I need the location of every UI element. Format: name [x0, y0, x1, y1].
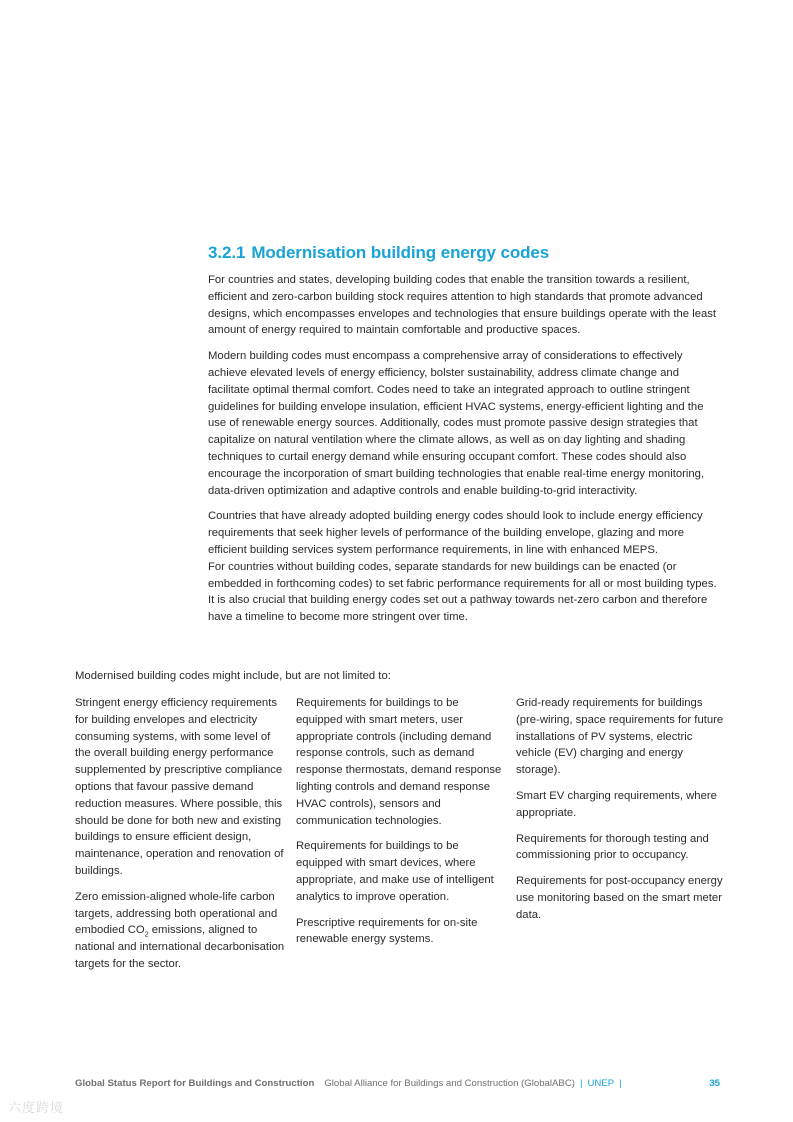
footer-separator: |: [579, 1078, 583, 1089]
list-item: Smart EV charging requirements, where appropriate.: [516, 789, 717, 819]
list-item: Grid-ready requirements for buildings (pre-wiring, space requirements for future installations of PV systems, electric vehicle (EV) charging and energy storage).: [516, 697, 724, 777]
page-number: 35: [709, 1078, 720, 1089]
list-item: Requirements for buildings to be equipped with smart meters, user appropriate controls (including demand response controls, such as demand response thermostats, demand response lighting controls and demand response HVAC controls), sensors and communication technologies.: [296, 697, 502, 827]
paragraph-existing-codes: Countries that have already adopted building energy codes should look to include energy efficiency requirements that seek higher levels of performance of the building envelope, glazing and more efficient building services system performance requirements, in line with enhanced MEPS.: [208, 510, 703, 556]
list-item: Prescriptive requirements for on-site renewable energy systems.: [296, 916, 478, 946]
list-item: Stringent energy efficiency requirements for building envelopes and electricity consuming systems, with some level of the overall building energy performance supplemented by prescriptive compliance options that favour passive demand reduction measures. Where possible, this should be done for both new and existing buildings to ensure efficient design, maintenance, operation and renovation of buildings.: [75, 697, 284, 877]
section-title: Modernisation building energy codes: [251, 243, 550, 262]
list-intro: Modernised building codes might include, but are not limited to:: [75, 670, 391, 682]
list-column-3: [516, 695, 726, 933]
section-number: 3.2.1: [208, 243, 246, 262]
section-heading: [208, 243, 723, 263]
page-footer: [75, 1078, 720, 1089]
footer-separator: |: [619, 1078, 622, 1089]
paragraph-modern-codes: Modern building codes must encompass a comprehensive array of considerations to effectively achieve elevated levels of energy efficiency, bolster sustainability, address climate change and facilitate optimal thermal comfort. Codes need to take an integrated approach to outline stringent guidelines for building envelope insulation, efficient HVAC systems, energy-efficient lighting and the use of renewable energy sources. Additionally, codes must promote passive design strategies that capitalize on natural ventilation where the climate allows, as well as on day lighting and shading techniques to curtail energy demand while ensuring occupant comfort. These codes should also encourage the incorporation of smart building technologies that enable real-time energy monitoring, data-driven optimization and adaptive controls and enable building-to-grid interactivity.: [208, 350, 705, 497]
paragraph-intro: For countries and states, developing building codes that enable the transition towards a resilient, efficient and zero-carbon building stock requires attention to high standards that promote advanced designs, which encompasses envelopes and technologies that ensure buildings operate with the least amount of energy required to maintain comfortable and productive spaces.: [208, 274, 717, 337]
list-column-2: [296, 695, 506, 957]
footer-alliance: Global Alliance for Buildings and Construction (GlobalABC): [324, 1078, 575, 1089]
list-item-text: emissions, aligned to national and international decarbonisation targets for the sector.: [75, 924, 285, 970]
list-column-1: [75, 695, 285, 982]
footer-unep: UNEP: [587, 1078, 615, 1089]
list-item: Requirements for post-occupancy energy use monitoring based on the smart meter data.: [516, 875, 723, 921]
subscript: 2: [144, 931, 149, 939]
section-3-2-1: [208, 243, 723, 635]
list-item: Requirements for thorough testing and commissioning prior to occupancy.: [516, 832, 709, 862]
list-item: [75, 889, 285, 973]
list-item: Requirements for buildings to be equipped with smart devices, where appropriate, and make use of intelligent analytics to improve operation.: [296, 840, 494, 903]
footer-report-title: Global Status Report for Buildings and Construction: [75, 1078, 315, 1089]
watermark: 六度跨境: [8, 1101, 65, 1116]
list-item-text: Zero emission-aligned whole-life carbon targets, addressing both operational and embodied CO: [75, 890, 278, 937]
paragraph-no-codes: For countries without building codes, separate standards for new buildings can be enacted (or embedded in forthcoming codes) to set fabric performance requirements for all or most building types. It is also crucial that building energy codes set out a pathway towards net-zero carbon and therefore have a timeline to become more stringent over time.: [208, 560, 717, 624]
